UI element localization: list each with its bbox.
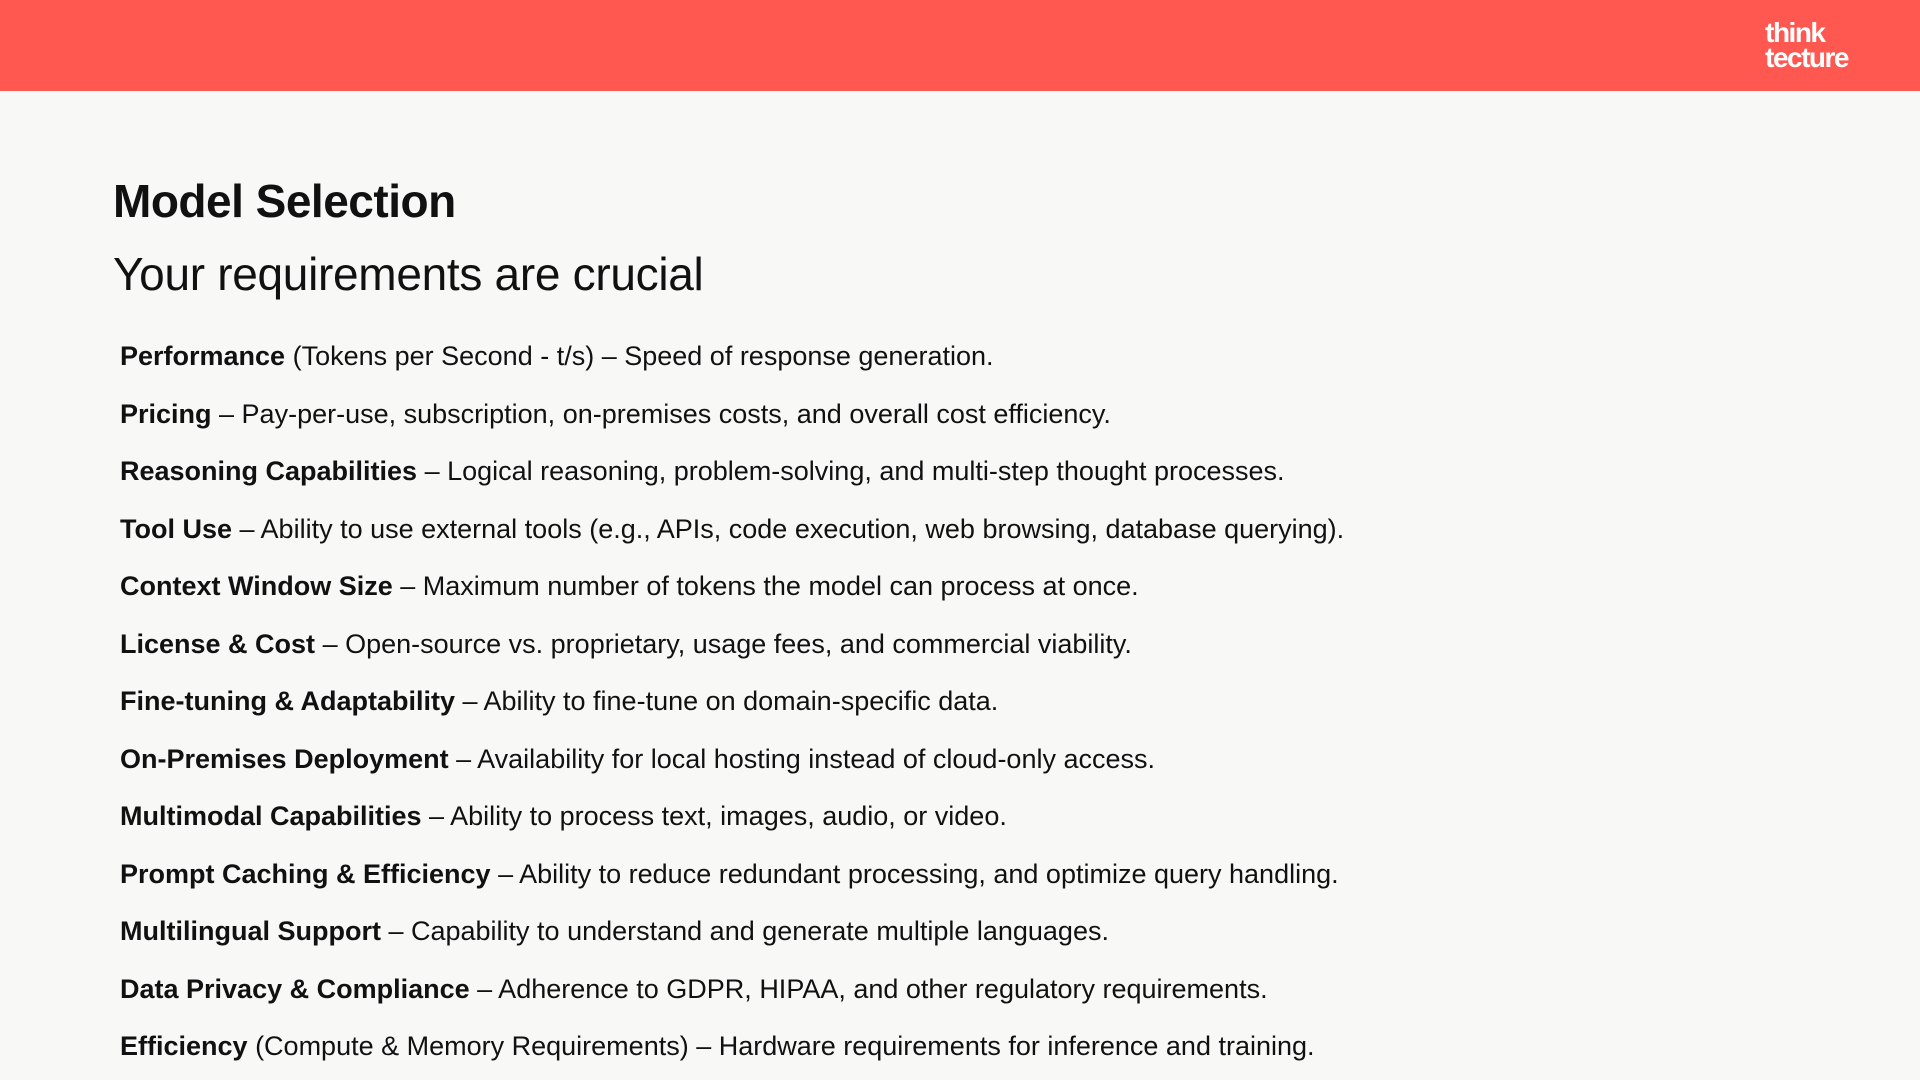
requirement-pricing (120, 390, 1770, 448)
requirement-term: License & Cost (120, 628, 316, 659)
requirement-description: – Logical reasoning, problem-solving, and multi-step thought processes. (417, 456, 1285, 486)
logo-line-tecture: tecture (1765, 42, 1848, 73)
requirement-description: – Ability to use external tools (e.g., APIs, code execution, web browsing, database querying). (232, 513, 1345, 544)
requirement-description: – Maximum number of tokens the model can process at once. (392, 571, 1139, 601)
requirement-prompt-caching (120, 850, 1770, 908)
requirement-description: – Pay-per-use, subscription, on-premises costs, and overall cost efficiency. (211, 398, 1111, 429)
requirement-tool-use (120, 505, 1770, 563)
requirement-performance (120, 332, 1770, 390)
requirement-description: (Compute & Memory Requirements) – Hardware requirements for inference and training. (247, 1031, 1315, 1061)
requirement-term: Reasoning Capabilities (120, 456, 418, 486)
requirement-term: Data Privacy & Compliance (120, 973, 470, 1004)
requirement-term: Multilingual Support (120, 916, 381, 946)
requirement-term: Prompt Caching & Efficiency (120, 858, 491, 889)
requirement-multimodal (120, 792, 1770, 850)
requirement-term: Pricing (120, 398, 212, 429)
requirement-description: (Tokens per Second - t/s) – Speed of response generation. (285, 341, 994, 371)
requirement-reasoning (120, 447, 1770, 505)
logo-line-think: think (1765, 17, 1825, 48)
thinktecture-logo (1765, 17, 1848, 73)
requirement-description: – Availability for local hosting instead of cloud-only access. (448, 743, 1155, 774)
requirement-term: On-Premises Deployment (120, 743, 449, 774)
requirement-term: Context Window Size (120, 571, 393, 601)
requirement-on-premises (120, 735, 1770, 793)
requirement-term: Performance (120, 341, 286, 371)
slide-title: Model Selection (113, 175, 456, 227)
requirement-term: Multimodal Capabilities (120, 801, 422, 831)
requirement-description: – Open-source vs. proprietary, usage fees, and commercial viability. (315, 628, 1132, 659)
requirement-description: – Ability to fine-tune on domain-specific data. (454, 686, 999, 716)
requirement-fine-tuning (120, 677, 1770, 735)
requirement-description: – Adherence to GDPR, HIPAA, and other regulatory requirements. (469, 973, 1268, 1004)
requirement-term: Tool Use (120, 513, 233, 544)
slide-subtitle: Your requirements are crucial (113, 248, 704, 300)
requirement-description: – Ability to process text, images, audio, or video. (421, 801, 1007, 831)
requirement-description: – Ability to reduce redundant processing, and optimize query handling. (490, 858, 1339, 889)
requirement-context-window (120, 562, 1770, 620)
requirement-license-cost (120, 620, 1770, 678)
requirement-term: Fine-tuning & Adaptability (120, 686, 455, 716)
requirement-multilingual (120, 907, 1770, 965)
requirement-description: – Capability to understand and generate multiple languages. (380, 916, 1109, 946)
header-bar (0, 0, 1920, 91)
requirement-efficiency (120, 1022, 1770, 1080)
requirement-term: Efficiency (120, 1031, 248, 1061)
requirement-data-privacy (120, 965, 1770, 1023)
requirements-list (120, 332, 1770, 1080)
